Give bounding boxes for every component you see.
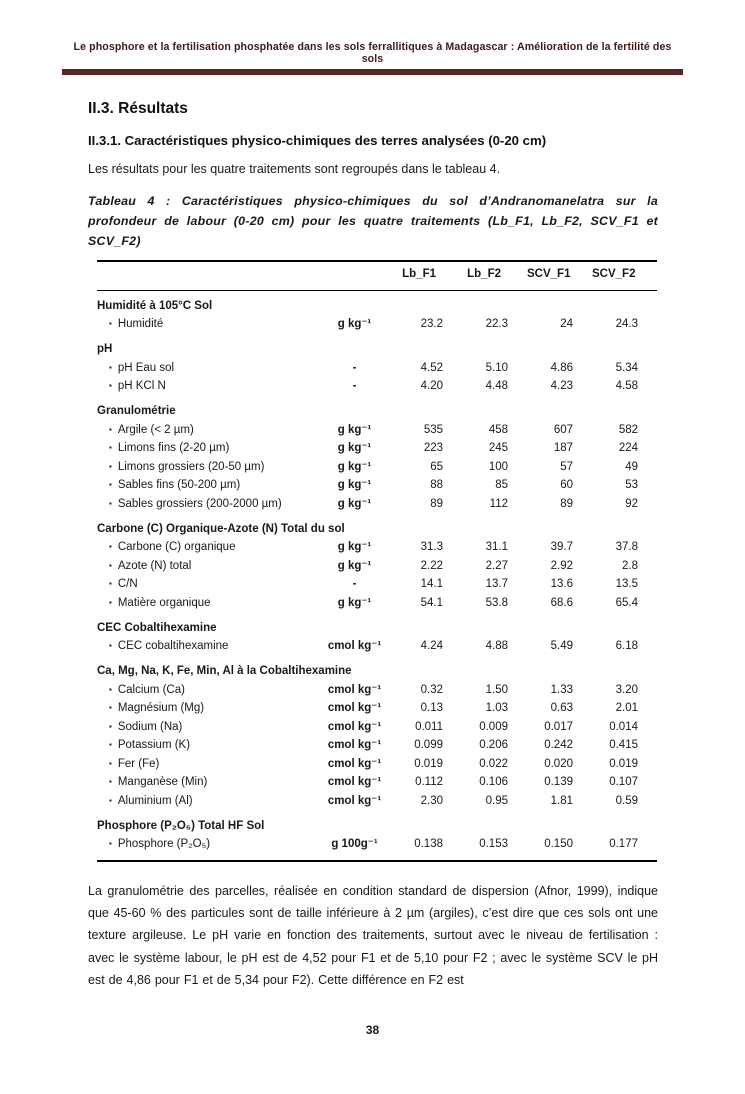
row-label — [97, 718, 312, 737]
square-bullet-icon: ▪ — [109, 560, 112, 570]
square-bullet-icon: ▪ — [109, 703, 112, 713]
cell-value: 13.6 — [550, 578, 573, 591]
row-label — [97, 594, 312, 613]
square-bullet-icon: ▪ — [109, 839, 112, 849]
soil-properties-table — [97, 260, 657, 862]
cell-value: 4.86 — [550, 361, 573, 374]
row-label — [97, 737, 312, 756]
cell-value: 0.242 — [544, 739, 573, 752]
cell-value: 53 — [625, 479, 638, 492]
soil-table-body — [97, 290, 657, 861]
square-bullet-icon: ▪ — [109, 443, 112, 453]
square-bullet-icon: ▪ — [109, 319, 112, 329]
cell-value: 2.27 — [485, 559, 508, 572]
row-label-text: Carbone (C) organique — [117, 541, 236, 554]
square-bullet-icon: ▪ — [109, 498, 112, 508]
square-bullet-icon: ▪ — [109, 480, 112, 490]
empty-unit-header — [312, 261, 397, 290]
cell-value: 0.011 — [415, 720, 443, 733]
cell-value: 0.019 — [414, 757, 443, 770]
row-unit: cmol kg⁻¹ — [327, 794, 382, 807]
cell-value: 3.20 — [615, 683, 638, 696]
cell-value: 0.150 — [544, 838, 573, 851]
table-section-row — [97, 656, 657, 681]
cell-value: 2.22 — [420, 559, 443, 572]
cell-value: 4.20 — [420, 380, 443, 393]
cell-value: 4.52 — [420, 361, 443, 374]
table-section-row — [97, 811, 657, 836]
cell-value: 1.50 — [485, 683, 508, 696]
row-label-text: C/N — [117, 578, 138, 591]
row-label-text: pH Eau sol — [117, 361, 175, 374]
table-row — [97, 539, 657, 558]
cell-value: 112 — [489, 497, 508, 510]
cell-value: 1.03 — [485, 702, 508, 715]
row-label — [97, 458, 312, 477]
row-unit: cmol kg⁻¹ — [327, 683, 382, 696]
cell-value: 0.139 — [544, 776, 573, 789]
table-section-row — [97, 334, 657, 359]
cell-value: 0.206 — [479, 739, 508, 752]
subsection-title: II.3.1. Caractéristiques physico-chimiques des terres analysées (0-20 cm) — [88, 133, 547, 149]
row-unit: cmol kg⁻¹ — [327, 702, 382, 715]
row-unit: - — [352, 361, 357, 374]
row-label — [97, 700, 312, 719]
row-unit: g 100g⁻¹ — [331, 838, 378, 851]
row-unit: cmol kg⁻¹ — [327, 776, 382, 789]
running-header — [62, 41, 683, 75]
body-paragraph: La granulométrie des parcelles, réalisée en condition standard de dispersion (Afnor, 1999), indique que 45-60 % des particules sont de taille inférieure à 2 µm (argiles), c’est dire que ces sols ont une texture argileuse. Le pH varie en fonction des traitements, surtout avec le niveau de fertilisation : avec le système labour, le pH est de 4,52 pour F1 et de 5,10 pour F2 ; avec le système SCV le pH est de 4,86 pour F1 et de 5,34 pour F2). Cette différence en F2 est — [88, 883, 658, 988]
row-label — [97, 359, 312, 378]
row-label-text: Potassium (K) — [117, 739, 191, 752]
square-bullet-icon: ▪ — [109, 684, 112, 694]
page-number: 38 — [365, 1022, 380, 1037]
row-unit: g kg⁻¹ — [337, 497, 372, 510]
row-label-text: Humidité — [117, 318, 164, 331]
table-section-header: CEC Cobaltihexamine — [97, 621, 217, 634]
table-section-row — [97, 613, 657, 638]
table-section-header: Humidité à 105°C Sol — [97, 299, 213, 312]
row-label-text: Sables fins (50-200 µm) — [117, 479, 241, 492]
square-bullet-icon: ▪ — [109, 424, 112, 434]
row-label — [97, 378, 312, 397]
row-unit: g kg⁻¹ — [337, 423, 372, 436]
table-row — [97, 737, 657, 756]
column-header-scv-f2: SCV_F2 — [592, 261, 657, 290]
cell-value: 1.81 — [550, 794, 573, 807]
table-row — [97, 495, 657, 514]
cell-value: 458 — [488, 423, 508, 436]
table-row — [97, 421, 657, 440]
cell-value: 14.1 — [420, 578, 443, 591]
row-unit: cmol kg⁻¹ — [327, 720, 382, 733]
table-row — [97, 700, 657, 719]
row-label — [97, 638, 312, 657]
cell-value: 0.59 — [615, 794, 638, 807]
cell-value: 0.112 — [415, 776, 443, 789]
table-section-header: Carbone (C) Organique-Azote (N) Total du sol — [97, 522, 345, 535]
row-label-text: pH KCl N — [117, 380, 166, 393]
cell-value: 223 — [423, 442, 443, 455]
table-row — [97, 557, 657, 576]
cell-value: 68.6 — [550, 596, 573, 609]
cell-value: 89 — [430, 497, 443, 510]
row-unit: g kg⁻¹ — [337, 596, 372, 609]
cell-value: 224 — [618, 442, 638, 455]
row-label — [97, 681, 312, 700]
table-section-row — [97, 396, 657, 421]
row-label — [97, 495, 312, 514]
table-row — [97, 359, 657, 378]
square-bullet-icon: ▪ — [109, 721, 112, 731]
header-rule-bar — [62, 69, 683, 75]
table-row — [97, 774, 657, 793]
square-bullet-icon: ▪ — [109, 381, 112, 391]
row-label — [97, 792, 312, 811]
table-row — [97, 378, 657, 397]
cell-value: 4.23 — [550, 380, 573, 393]
column-header-lb-f1: Lb_F1 — [397, 261, 462, 290]
table-row — [97, 836, 657, 861]
table-row — [97, 316, 657, 335]
cell-value: 23.2 — [420, 318, 443, 331]
cell-value: 607 — [553, 423, 573, 436]
row-label-text: Azote (N) total — [117, 559, 192, 572]
row-unit: cmol kg⁻¹ — [327, 640, 382, 653]
cell-value: 65 — [430, 460, 443, 473]
cell-value: 0.022 — [479, 757, 508, 770]
table-row — [97, 594, 657, 613]
cell-value: 4.48 — [485, 380, 508, 393]
row-label-text: Limons fins (2-20 µm) — [117, 442, 230, 455]
cell-value: 100 — [488, 460, 508, 473]
square-bullet-icon: ▪ — [109, 777, 112, 787]
cell-value: 0.95 — [485, 794, 508, 807]
square-bullet-icon: ▪ — [109, 597, 112, 607]
column-header-scv-f1: SCV_F1 — [527, 261, 592, 290]
row-label-text: Sodium (Na) — [117, 720, 183, 733]
cell-value: 0.106 — [479, 776, 508, 789]
table-row — [97, 638, 657, 657]
cell-value: 31.3 — [420, 541, 443, 554]
square-bullet-icon: ▪ — [109, 461, 112, 471]
cell-value: 0.415 — [609, 739, 638, 752]
square-bullet-icon: ▪ — [109, 579, 112, 589]
running-header-title: Le phosphore et la fertilisation phosphatée dans les sols ferrallitiques à Madagascar : Amélioration de la fertilité des sols — [73, 41, 672, 66]
row-label-text: CEC cobaltihexamine — [117, 640, 229, 653]
row-label-text: Aluminium (Al) — [117, 794, 193, 807]
cell-value: 535 — [423, 423, 443, 436]
row-unit: cmol kg⁻¹ — [327, 739, 382, 752]
cell-value: 22.3 — [485, 318, 508, 331]
cell-value: 0.009 — [479, 720, 508, 733]
square-bullet-icon: ▪ — [109, 795, 112, 805]
cell-value: 4.24 — [420, 640, 443, 653]
row-label-text: Manganèse (Min) — [117, 776, 208, 789]
row-label — [97, 755, 312, 774]
table-wrapper — [97, 260, 657, 862]
row-unit: g kg⁻¹ — [337, 318, 372, 331]
cell-value: 49 — [625, 460, 638, 473]
row-unit: cmol kg⁻¹ — [327, 757, 382, 770]
cell-value: 245 — [488, 442, 508, 455]
row-unit: - — [352, 578, 357, 591]
row-label-text: Fer (Fe) — [117, 757, 160, 770]
row-unit: g kg⁻¹ — [337, 479, 372, 492]
cell-value: 89 — [560, 497, 573, 510]
table-section-header: Granulométrie — [97, 405, 176, 418]
row-unit: g kg⁻¹ — [337, 541, 372, 554]
cell-value: 0.138 — [414, 838, 443, 851]
square-bullet-icon: ▪ — [109, 740, 112, 750]
cell-value: 4.58 — [615, 380, 638, 393]
cell-value: 4.88 — [485, 640, 508, 653]
cell-value: 0.014 — [609, 720, 638, 733]
cell-value: 37.8 — [615, 541, 638, 554]
row-unit: g kg⁻¹ — [337, 442, 372, 455]
cell-value: 0.020 — [544, 757, 573, 770]
column-header-lb-f2: Lb_F2 — [462, 261, 527, 290]
row-label-text: Calcium (Ca) — [117, 683, 185, 696]
cell-value: 24 — [560, 318, 573, 331]
row-label — [97, 421, 312, 440]
row-label — [97, 576, 312, 595]
cell-value: 88 — [430, 479, 443, 492]
table-section-header: Ca, Mg, Na, K, Fe, Min, Al à la Cobaltihexamine — [97, 665, 352, 678]
row-label-text: Limons grossiers (20-50 µm) — [117, 460, 265, 473]
cell-value: 2.01 — [615, 702, 638, 715]
table-row — [97, 718, 657, 737]
cell-value: 13.5 — [615, 578, 638, 591]
row-unit: g kg⁻¹ — [337, 460, 372, 473]
cell-value: 5.34 — [615, 361, 638, 374]
row-label — [97, 440, 312, 459]
table-header-row — [97, 261, 657, 290]
cell-value: 57 — [560, 460, 573, 473]
cell-value: 53.8 — [485, 596, 508, 609]
cell-value: 0.177 — [609, 838, 638, 851]
cell-value: 2.92 — [550, 559, 573, 572]
cell-value: 85 — [495, 479, 508, 492]
cell-value: 0.107 — [609, 776, 638, 789]
square-bullet-icon: ▪ — [109, 758, 112, 768]
square-bullet-icon: ▪ — [109, 362, 112, 372]
cell-value: 0.32 — [420, 683, 443, 696]
row-label — [97, 836, 312, 861]
cell-value: 0.13 — [420, 702, 443, 715]
row-unit: g kg⁻¹ — [337, 559, 372, 572]
table-row — [97, 755, 657, 774]
cell-value: 39.7 — [550, 541, 573, 554]
table-row — [97, 458, 657, 477]
row-label — [97, 477, 312, 496]
cell-value: 31.1 — [485, 541, 508, 554]
cell-value: 582 — [618, 423, 638, 436]
row-label — [97, 557, 312, 576]
cell-value: 92 — [625, 497, 638, 510]
intro-paragraph: Les résultats pour les quatre traitements sont regroupés dans le tableau 4. — [88, 162, 501, 177]
cell-value: 0.017 — [544, 720, 573, 733]
row-label-text: Sables grossiers (200-2000 µm) — [117, 497, 282, 510]
table-row — [97, 681, 657, 700]
table-section-header: pH — [97, 343, 113, 356]
table-row — [97, 576, 657, 595]
row-label-text: Magnésium (Mg) — [117, 702, 205, 715]
table-row — [97, 792, 657, 811]
row-label — [97, 316, 312, 335]
row-label-text: Argile (< 2 µm) — [117, 423, 194, 436]
table-caption: Tableau 4 : Caractéristiques physico-chimiques du sol d’Andranomanelatra sur la profondeur de labour (0-20 cm) pour les quatre traitements (Lb_F1, Lb_F2, SCV_F1 et SCV_F2) — [88, 193, 658, 249]
table-row — [97, 440, 657, 459]
cell-value: 24.3 — [615, 318, 638, 331]
cell-value: 0.153 — [479, 838, 508, 851]
cell-value: 0.019 — [609, 757, 638, 770]
cell-value: 60 — [560, 479, 573, 492]
empty-label-header — [97, 261, 312, 290]
cell-value: 5.49 — [550, 640, 573, 653]
cell-value: 187 — [553, 442, 573, 455]
square-bullet-icon: ▪ — [109, 542, 112, 552]
table-section-row — [97, 290, 657, 316]
cell-value: 0.099 — [414, 739, 443, 752]
cell-value: 5.10 — [485, 361, 508, 374]
cell-value: 6.18 — [615, 640, 638, 653]
section-title: II.3. Résultats — [88, 100, 188, 118]
cell-value: 65.4 — [615, 596, 638, 609]
cell-value: 2.8 — [622, 559, 638, 572]
cell-value: 0.63 — [550, 702, 573, 715]
square-bullet-icon: ▪ — [109, 641, 112, 651]
table-section-header: Phosphore (P₂O₅) Total HF Sol — [97, 819, 265, 832]
row-label — [97, 539, 312, 558]
cell-value: 2.30 — [420, 794, 443, 807]
cell-value: 13.7 — [485, 578, 508, 591]
table-section-row — [97, 514, 657, 539]
table-row — [97, 477, 657, 496]
row-label-text: Matière organique — [117, 596, 211, 609]
cell-value: 1.33 — [550, 683, 573, 696]
row-unit: - — [352, 380, 357, 393]
document-page — [0, 41, 745, 1094]
row-label-text: Phosphore (P₂O₅) — [117, 838, 211, 851]
row-label — [97, 774, 312, 793]
cell-value: 54.1 — [420, 596, 443, 609]
